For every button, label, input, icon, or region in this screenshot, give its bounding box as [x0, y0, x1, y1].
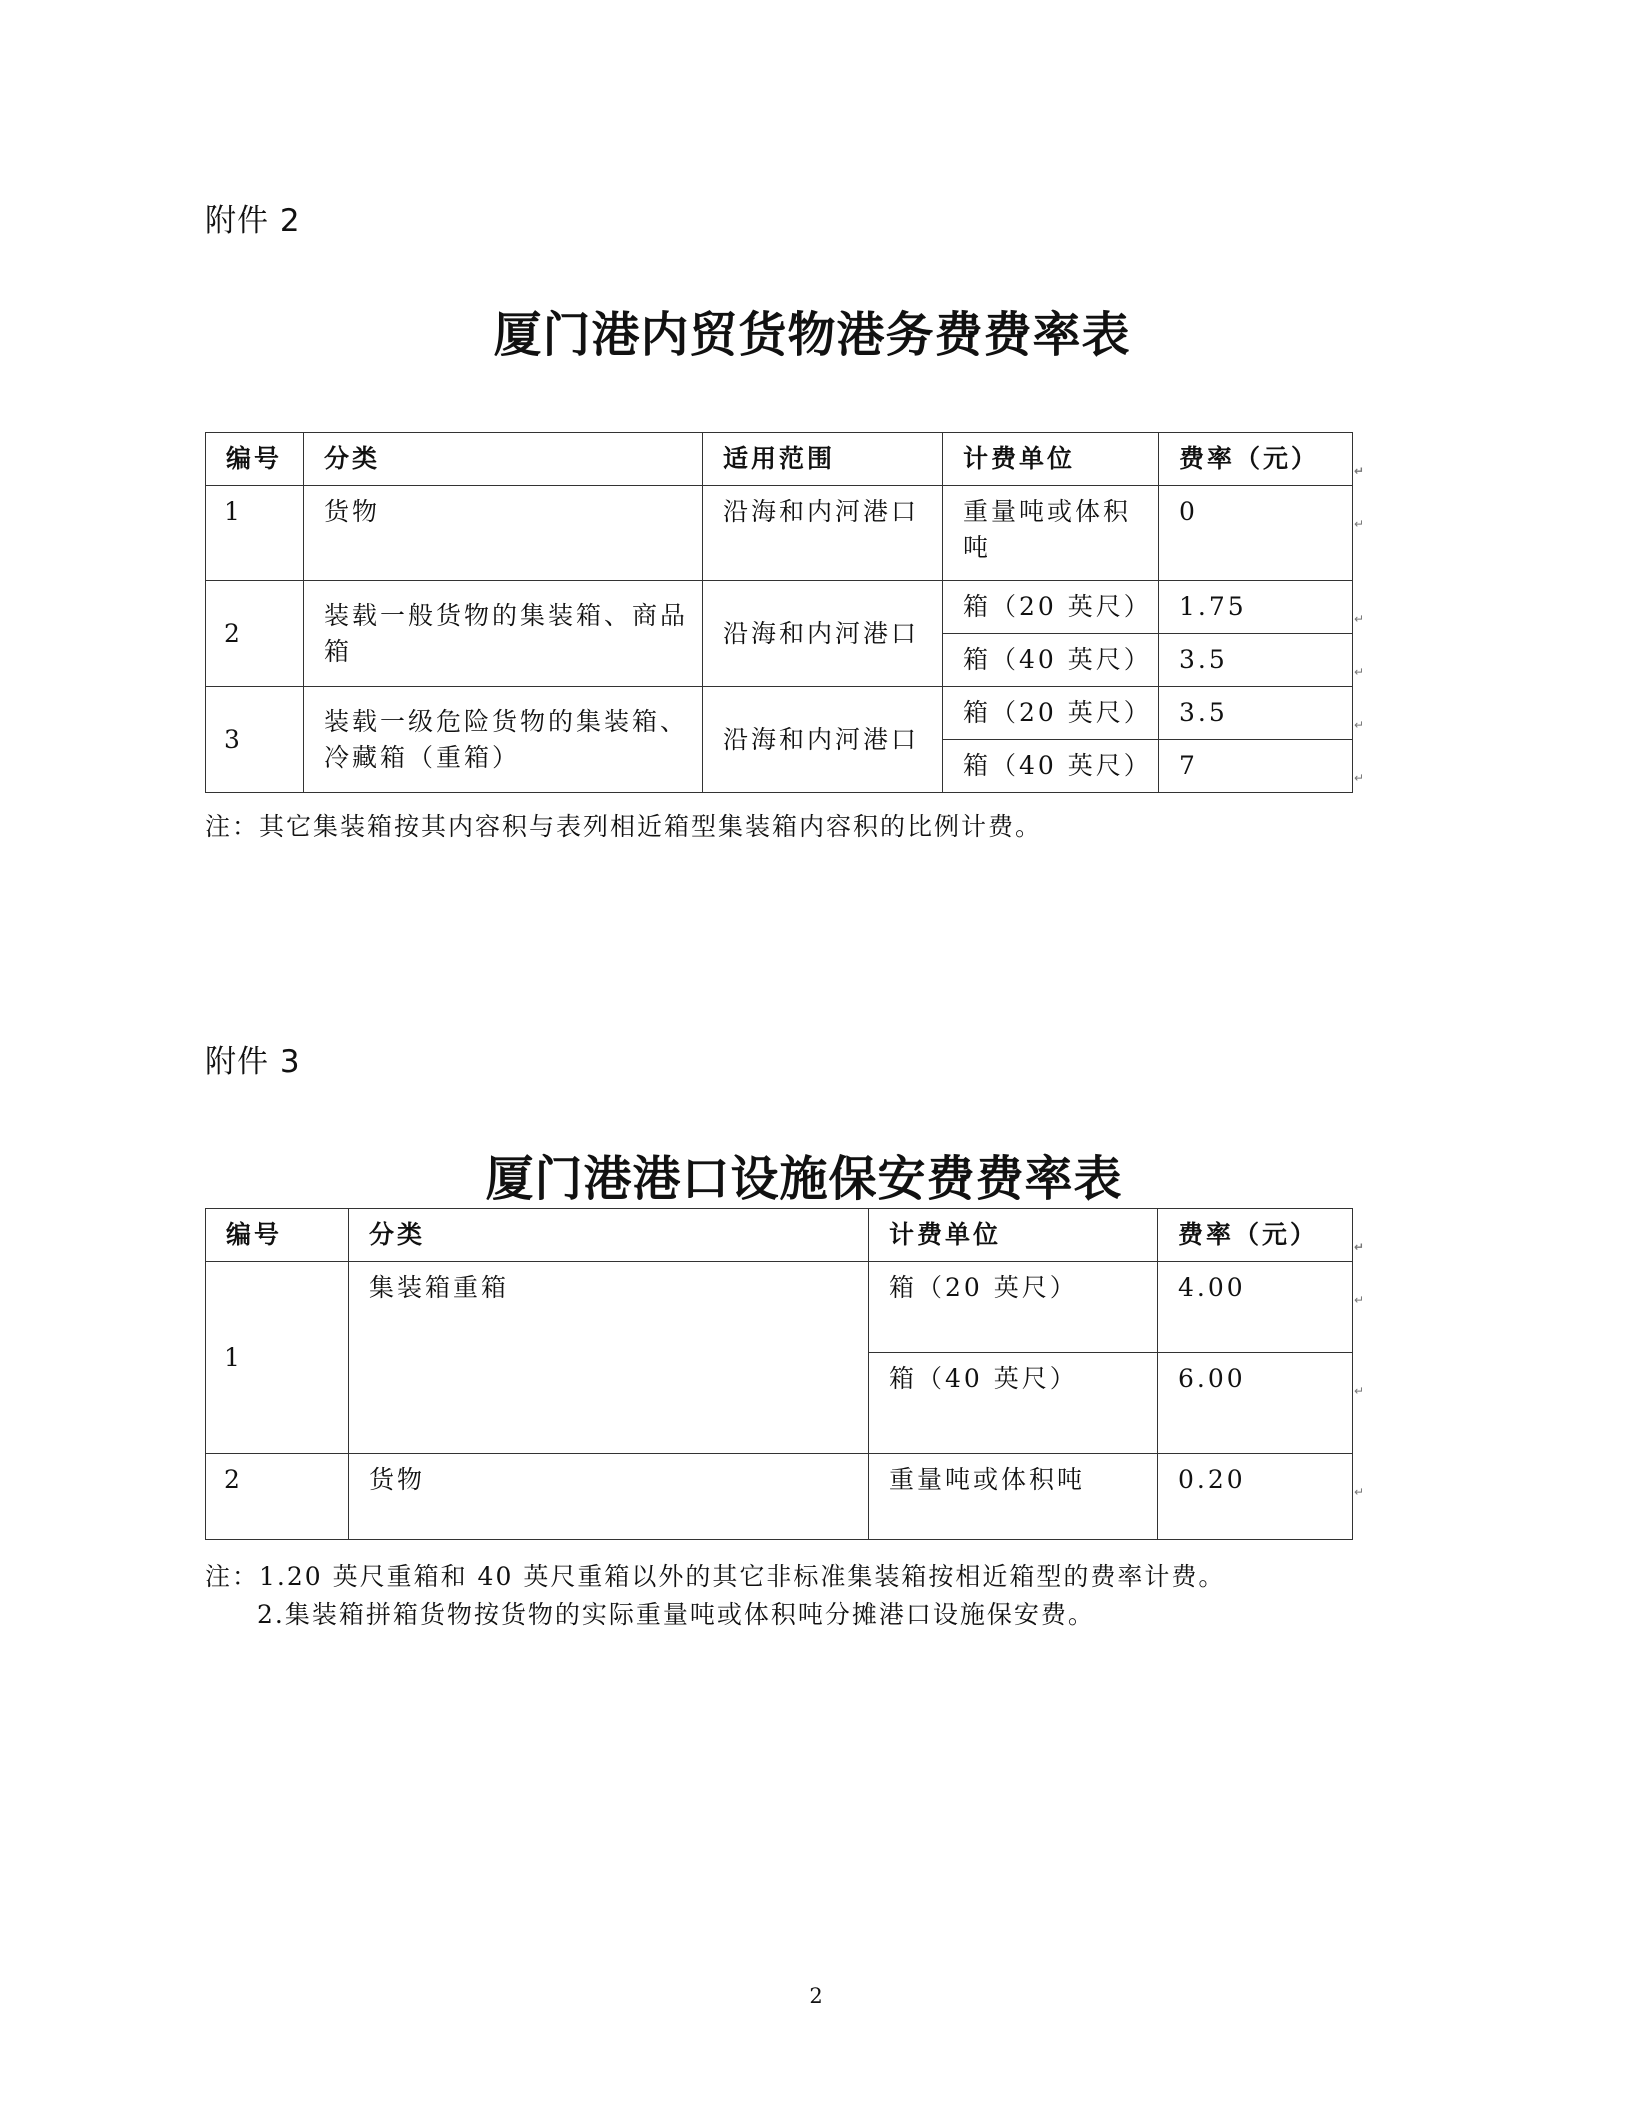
header-category: 分类 [349, 1209, 869, 1262]
row-unit: 箱（40 英尺） [869, 1353, 1158, 1454]
row-scope: 沿海和内河港口 [703, 486, 943, 581]
row-category: 装载一级危险货物的集装箱、冷藏箱（重箱） [304, 687, 703, 793]
row-no: 2 [206, 1454, 349, 1540]
paragraph-mark: ↵ [1353, 612, 1364, 626]
page-number: 2 [809, 1984, 823, 2008]
paragraph-mark: ↵ [1353, 1240, 1364, 1254]
row-no: 2 [206, 581, 304, 687]
row-scope: 沿海和内河港口 [703, 687, 943, 793]
paragraph-mark: ↵ [1353, 517, 1364, 531]
row-rate-text: 6.00 [1178, 1364, 1246, 1393]
security-fee-note [205, 1558, 1225, 1634]
row-no: 1 [206, 486, 304, 581]
row-rate [1159, 486, 1364, 581]
note-line-1: 注：1.20 英尺重箱和 40 英尺重箱以外的其它非标准集装箱按相近箱型的费率计费。 [205, 1562, 1226, 1591]
attachment-2-label: 附件 2 [205, 203, 301, 239]
row-rate [1159, 634, 1364, 687]
row-unit: 重量吨或体积吨 [943, 486, 1159, 581]
header-no: 编号 [206, 433, 304, 486]
paragraph-mark: ↵ [1353, 1485, 1364, 1499]
security-fee-rate-table [205, 1208, 1364, 1540]
row-unit: 箱（20 英尺） [943, 581, 1159, 634]
table-header-row [206, 433, 1353, 486]
row-rate-text: 4.00 [1178, 1273, 1246, 1302]
row-rate [1158, 1353, 1364, 1454]
header-unit: 计费单位 [869, 1209, 1158, 1262]
paragraph-mark: ↵ [1353, 464, 1364, 478]
paragraph-mark: ↵ [1353, 665, 1364, 679]
row-rate-text: 7 [1179, 751, 1198, 780]
row-category: 装载一般货物的集装箱、商品箱 [304, 581, 703, 687]
row-unit: 箱（20 英尺） [869, 1262, 1158, 1353]
port-dues-title: 厦门港内贸货物港务费费率表 [493, 307, 1131, 363]
table-row [206, 581, 1353, 634]
header-rate-text: 费率（元） [1179, 444, 1320, 473]
table-header-row [206, 1209, 1353, 1262]
header-rate-text: 费率（元） [1178, 1220, 1319, 1249]
paragraph-mark: ↵ [1353, 718, 1364, 732]
header-unit: 计费单位 [943, 433, 1159, 486]
row-unit: 箱（20 英尺） [943, 687, 1159, 740]
row-rate [1158, 1262, 1364, 1353]
row-rate-text: 0 [1179, 497, 1198, 526]
row-rate [1158, 1454, 1364, 1540]
row-no: 3 [206, 687, 304, 793]
row-category: 货物 [304, 486, 703, 581]
header-category: 分类 [304, 433, 703, 486]
port-dues-rate-table [205, 432, 1364, 793]
row-rate [1159, 687, 1364, 740]
row-unit: 箱（40 英尺） [943, 740, 1159, 793]
row-category: 集装箱重箱 [349, 1262, 869, 1454]
row-rate [1159, 581, 1364, 634]
attachment-3-label: 附件 3 [205, 1044, 301, 1080]
header-rate [1158, 1209, 1364, 1262]
paragraph-mark: ↵ [1353, 1384, 1364, 1398]
table-row [206, 1262, 1353, 1353]
header-rate [1159, 433, 1364, 486]
paragraph-mark: ↵ [1353, 771, 1364, 785]
row-unit: 重量吨或体积吨 [869, 1454, 1158, 1540]
port-dues-note: 注：其它集装箱按其内容积与表列相近箱型集装箱内容积的比例计费。 [205, 812, 1043, 841]
row-no: 1 [206, 1262, 349, 1454]
row-rate-text: 0.20 [1178, 1465, 1246, 1494]
paragraph-mark: ↵ [1353, 1293, 1364, 1307]
table-row [206, 486, 1353, 581]
header-no: 编号 [206, 1209, 349, 1262]
security-fee-title: 厦门港港口设施保安费费率表 [485, 1151, 1123, 1207]
row-rate-text: 3.5 [1179, 698, 1228, 727]
table-row [206, 1454, 1353, 1540]
row-category: 货物 [349, 1454, 869, 1540]
row-unit: 箱（40 英尺） [943, 634, 1159, 687]
row-rate [1159, 740, 1364, 793]
header-scope: 适用范围 [703, 433, 943, 486]
row-scope: 沿海和内河港口 [703, 581, 943, 687]
note-line-2: 2.集装箱拼箱货物按货物的实际重量吨或体积吨分摊港口设施保安费。 [257, 1600, 1095, 1629]
table-row [206, 687, 1353, 740]
row-rate-text: 1.75 [1179, 592, 1247, 621]
row-rate-text: 3.5 [1179, 645, 1228, 674]
